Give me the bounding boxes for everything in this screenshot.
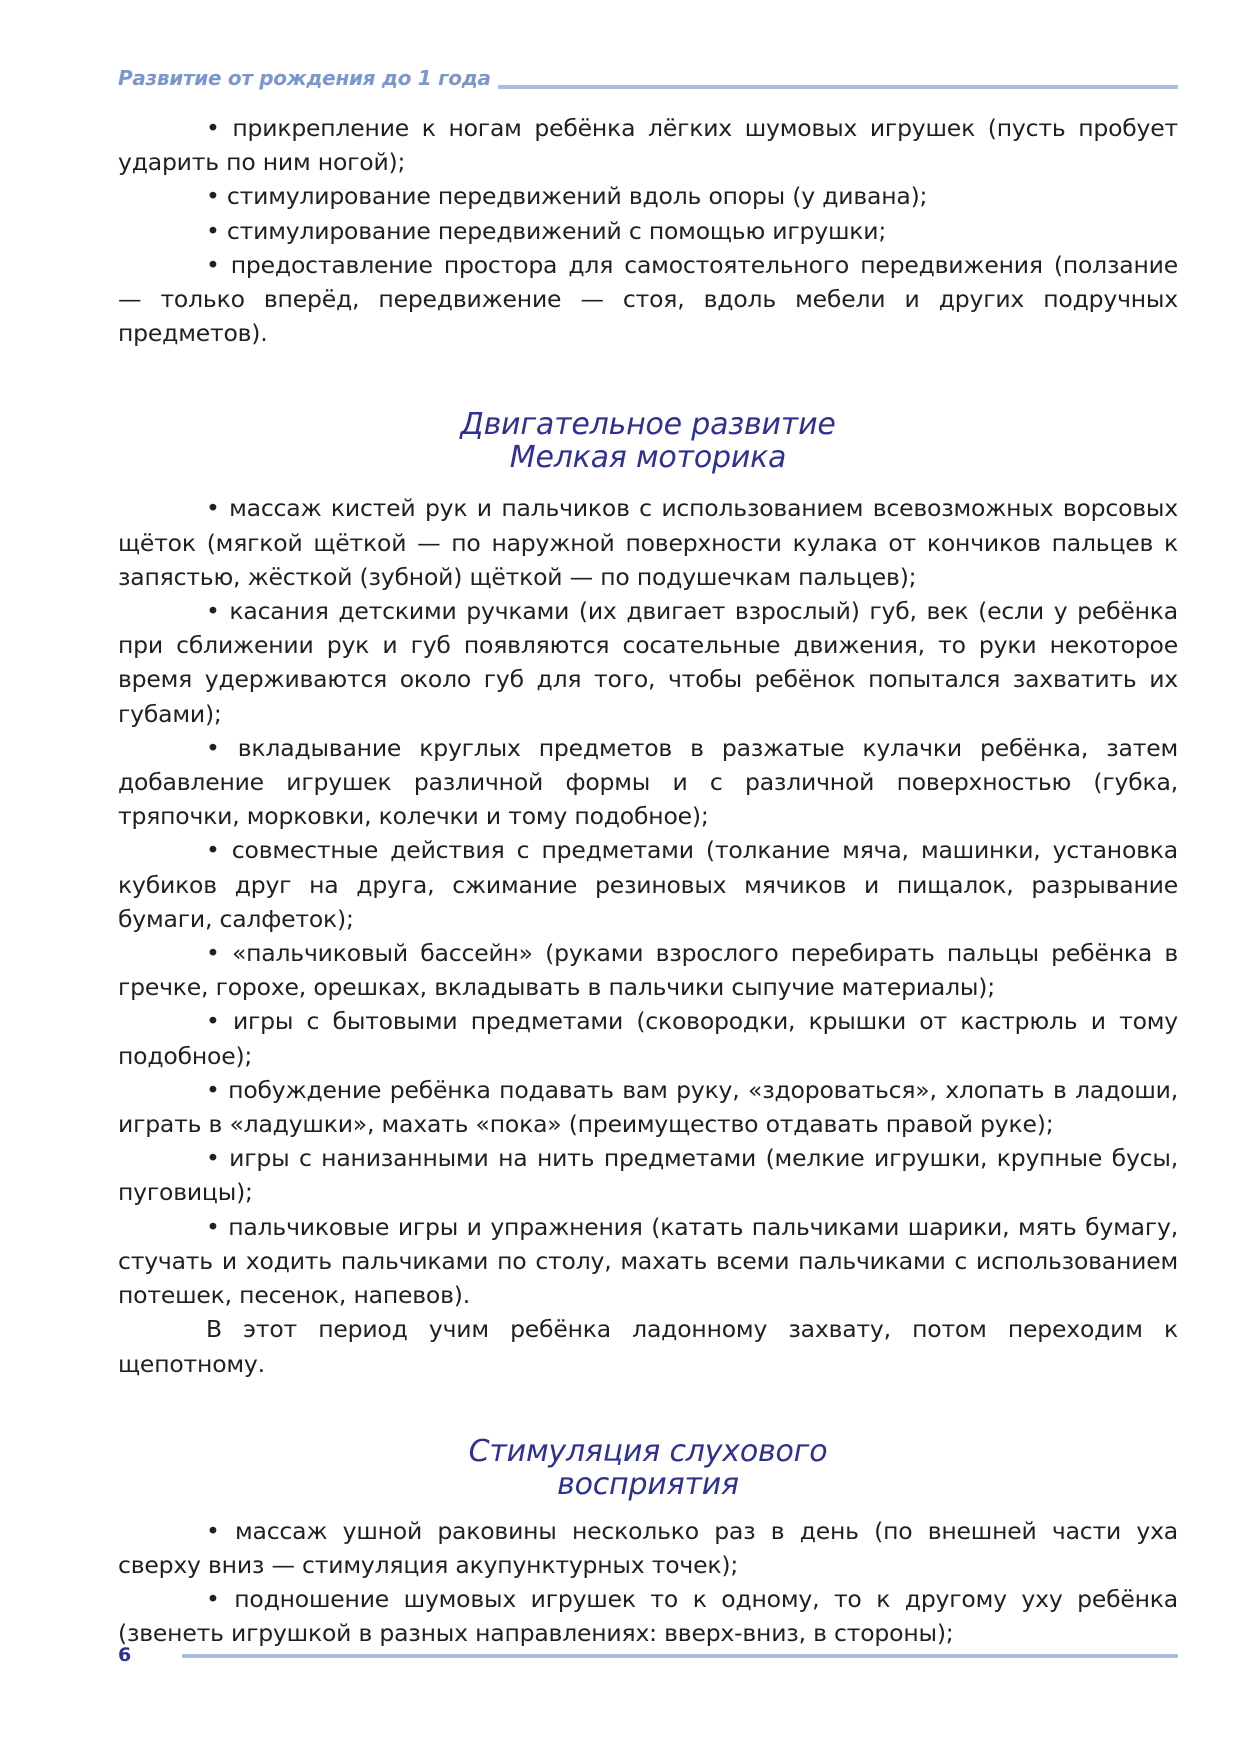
page-content (118, 111, 1178, 1651)
motor-item-3: • вкладывание круглых предметов в разжатые кулачки ребёнка, затем добавление игрушек различной формы и с различной поверхностью (губка, тряпочки, морковки, колечки и тому подобное); (118, 733, 1178, 831)
running-title: Развитие от рождения до 1 года (118, 66, 491, 90)
motor-summary-paragraph: В этот период учим ребёнка ладонному захвату, потом переходим к щепотному. (118, 1315, 1178, 1378)
footer-rule (182, 1654, 1178, 1658)
auditory-item-1: • массаж ушной раковины несколько раз в день (по внешней части уха сверху вниз — стимуляция акупунктурных точек); (118, 1516, 1178, 1579)
section-subtitle-line: Мелкая моторика (509, 440, 787, 476)
motor-item-1: • массаж кистей рук и пальчиков с использованием всевозможных ворсовых щёток (мягкой щёткой — по наружной поверхности кулака от кончиков пальцев к запястью, жёсткой (зубной) щёткой — по подушечкам пальцев); (118, 494, 1178, 591)
section-title-auditory-stimulation (118, 1435, 1178, 1501)
section-title-line: Двигательное развитие (460, 407, 836, 443)
motor-item-8: • игры с нанизанными на нить предметами (мелкие игрушки, крупные бусы, пуговицы); (118, 1144, 1178, 1207)
auditory-item-2: • подношение шумовых игрушек то к одному, то к другому уху ребёнка (звенеть игрушкой в разных направлениях: вверх-вниз, в стороны); (118, 1585, 1178, 1648)
motor-item-9: • пальчиковые игры и упражнения (катать пальчиками шарики, мять бумагу, стучать и ходить пальчиками по столу, махать всеми пальчиками с использованием потешек, песенок, напевов). (118, 1212, 1178, 1310)
motor-item-7: • побуждение ребёнка подавать вам руку, «здороваться», хлопать в ладоши, играть в «ладушки», махать «пока» (преимущество отдавать правой руке); (118, 1075, 1178, 1139)
motor-item-6: • игры с бытовыми предметами (сковородки, крышки от кастрюль и тому подобное); (118, 1007, 1178, 1070)
running-header (118, 66, 1178, 96)
motor-item-5: • «пальчиковый бассейн» (руками взрослого перебирать пальцы ребёнка в гречке, горохе, орешках, вкладывать в пальчики сыпучие материалы); (118, 939, 1178, 1002)
intro-item-1: • прикрепление к ногам ребёнка лёгких шумовых игрушек (пусть пробует ударить по ним ногой); (118, 114, 1178, 177)
intro-item-3: • стимулирование передвижений с помощью игрушки; (206, 216, 887, 245)
motor-item-4: • совместные действия с предметами (толкание мяча, машинки, установка кубиков друг на друга, сжимание резиновых мячиков и пищалок, разрывание бумаги, салфеток); (118, 836, 1178, 933)
page-footer (118, 1644, 1178, 1674)
page-number: 6 (118, 1644, 132, 1666)
intro-item-2: • стимулирование передвижений вдоль опоры (у дивана); (206, 182, 928, 211)
section-title-motor-development (118, 408, 1178, 474)
motor-item-2: • касания детскими ручками (их двигает взрослый) губ, век (если у ребёнка при сближении рук и губ появляются сосательные движения, то руки некоторое время удерживаются около губ для того, чтобы ребёнок попытался захватить их губами); (118, 597, 1178, 728)
section-title-line: восприятия (557, 1466, 739, 1502)
section-title-line: Стимуляция слухового (468, 1433, 828, 1469)
intro-item-4: • предоставление простора для самостоятельного передвижения (ползание — только вперёд, передвижение — стоя, вдоль мебели и других подручных предметов). (118, 250, 1178, 348)
header-rule (498, 85, 1178, 89)
